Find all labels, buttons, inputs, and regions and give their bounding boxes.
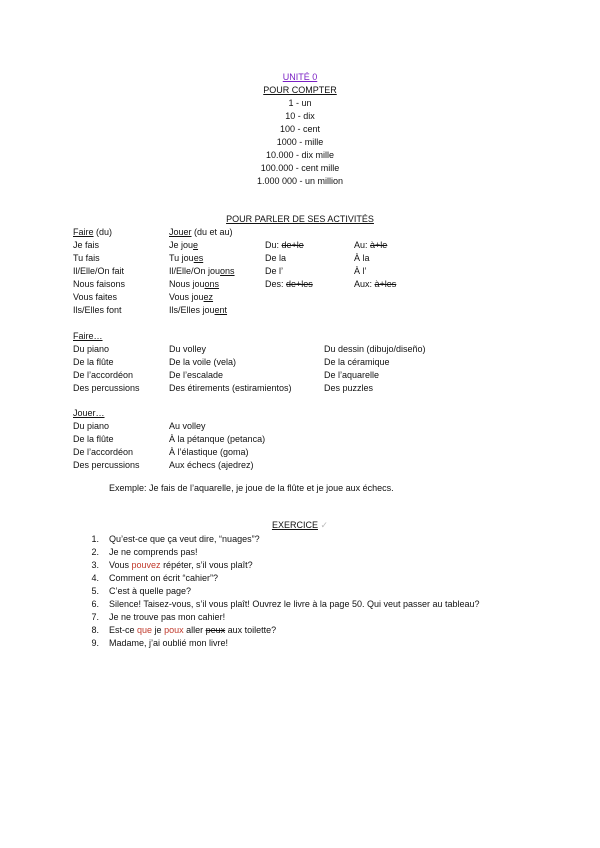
faire-item: Des étirements (estiramientos): [169, 383, 292, 393]
item-number: 1.: [91, 534, 99, 544]
exercise-item: Comment on écrit “cahier”?: [109, 573, 219, 583]
item-number: 8.: [91, 625, 99, 635]
number-line: 10.000 - dix mille: [265, 150, 335, 160]
faire-conj: Nous faisons: [73, 279, 126, 289]
contraction-des: Des: de+les: [265, 279, 313, 289]
faire-item: Du dessin (dibujo/diseño): [324, 344, 426, 354]
jouer-conj: Je joue: [169, 240, 199, 250]
jouer-heading-word: Jouer: [169, 227, 192, 237]
jouer-item: À la pétanque (petanca): [169, 434, 266, 444]
faire-heading-word: Faire: [73, 227, 94, 237]
number-line: 1000 - mille: [276, 137, 324, 147]
faire-item: De l’aquarelle: [324, 370, 380, 380]
jouer-item: Aux échecs (ajedrez): [169, 460, 254, 470]
item-number: 3.: [91, 560, 99, 570]
faire-conj: Il/Elle/On fait: [73, 266, 125, 276]
contraction-au: Au: à+le: [354, 240, 388, 250]
faire-item: De la céramique: [324, 357, 390, 367]
number-line: 10 - dix: [285, 111, 315, 121]
exercise-item: Est-ce que je poux aller peux aux toilette?: [109, 625, 277, 635]
item-number: 5.: [91, 586, 99, 596]
faire-item: Du piano: [73, 344, 110, 354]
number-line: 100 - cent: [279, 124, 321, 134]
jouer-section-heading: Jouer…: [73, 408, 105, 418]
contraction-de-l: De l’: [265, 266, 284, 276]
contraction-du: Du: de+le: [265, 240, 304, 250]
exercise-item: Je ne comprends pas!: [109, 547, 198, 557]
exercise-title: EXERCICE ✓: [271, 520, 329, 530]
jouer-item: À l’élastique (goma): [169, 447, 249, 457]
exercise-item: Je ne trouve pas mon cahier!: [109, 612, 226, 622]
item-number: 6.: [91, 599, 99, 609]
activities-title: POUR PARLER DE SES ACTIVITÉS: [226, 214, 374, 224]
jouer-conj: Vous jouez: [169, 292, 214, 302]
exercise-item: Qu’est-ce que ça veut dire, “nuages”?: [109, 534, 260, 544]
faire-item: Du volley: [169, 344, 207, 354]
faire-conj: Ils/Elles font: [73, 305, 122, 315]
jouer-conj: Tu joues: [169, 253, 204, 263]
contraction-a-l: À l’: [354, 266, 367, 276]
number-line: 1.000 000 - un million: [256, 176, 344, 186]
faire-item: De la flûte: [73, 357, 114, 367]
jouer-item: De la flûte: [73, 434, 114, 444]
jouer-item: Du piano: [73, 421, 110, 431]
faire-heading-suffix: (du): [93, 227, 113, 237]
example-sentence: Exemple: Je fais de l’aquarelle, je joue de la flûte et je joue aux échecs.: [109, 483, 394, 493]
faire-heading: [73, 226, 112, 238]
jouer-conj: Il/Elle/On jouons: [169, 266, 235, 276]
number-line: 100.000 - cent mille: [260, 163, 340, 173]
unit-title[interactable]: UNITÉ 0: [282, 72, 318, 82]
faire-conj: Je fais: [73, 240, 100, 250]
contraction-a-la: À la: [354, 253, 370, 263]
exercise-item: Madame, j’ai oublié mon livre!: [109, 638, 229, 648]
exercise-item: Vous pouvez répéter, s’il vous plaît?: [109, 560, 253, 570]
contraction-de-la: De la: [265, 253, 287, 263]
jouer-item: Des percussions: [73, 460, 140, 470]
jouer-conj: Nous jouons: [169, 279, 220, 289]
item-number: 7.: [91, 612, 99, 622]
item-number: 9.: [91, 638, 99, 648]
item-number: 2.: [91, 547, 99, 557]
faire-conj: Tu fais: [73, 253, 100, 263]
faire-section-heading: Faire…: [73, 331, 103, 341]
exercise-item: Silence! Taisez-vous, s’il vous plaît! Ouvrez le livre à la page 50. Qui veut passer au tableau?: [109, 599, 480, 609]
faire-item: De l’accordéon: [73, 370, 134, 380]
faire-item: Des percussions: [73, 383, 140, 393]
faire-item: De la voile (vela): [169, 357, 237, 367]
jouer-item: De l’accordéon: [73, 447, 134, 457]
jouer-heading-suffix: (du et au): [191, 227, 233, 237]
faire-item: De l’escalade: [169, 370, 224, 380]
faire-conj: Vous faites: [73, 292, 118, 302]
jouer-item: Au volley: [169, 421, 206, 431]
count-title: POUR COMPTER: [263, 85, 337, 95]
number-line: 1 - un: [288, 98, 312, 108]
jouer-heading: [169, 226, 233, 238]
jouer-conj: Ils/Elles jouent: [169, 305, 228, 315]
item-number: 4.: [91, 573, 99, 583]
contraction-aux: Aux: à+les: [354, 279, 397, 289]
checkmark-icon: ✓: [320, 520, 329, 530]
exercise-item: C’est à quelle page?: [109, 586, 192, 596]
faire-item: Des puzzles: [324, 383, 374, 393]
